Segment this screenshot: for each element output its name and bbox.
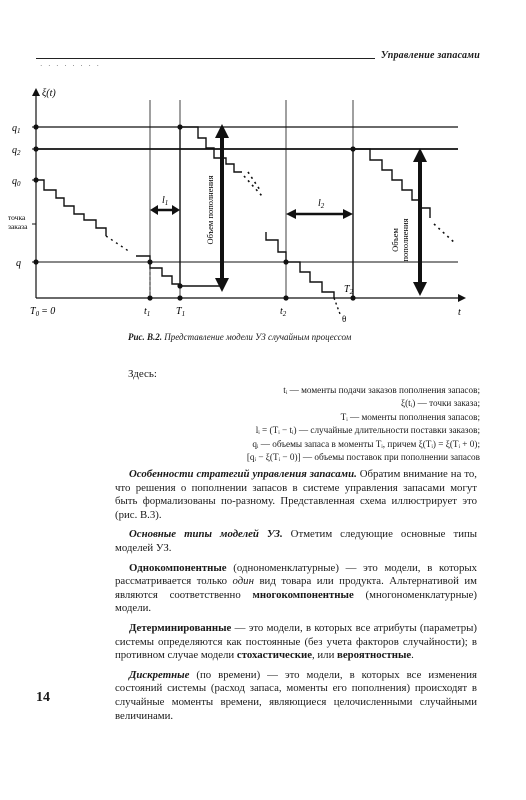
stock-level-dotted-1 <box>106 236 130 252</box>
figure-caption <box>128 332 351 342</box>
paragraph: Основные типы моделей УЗ. Отметим следующие основные типы моделей УЗ. <box>115 528 478 554</box>
stock-process-figure <box>0 0 526 340</box>
legend-item: Tᵢ — моменты пополнения запасов; <box>340 411 480 422</box>
running-header: Управление запасами <box>375 50 480 61</box>
theta-label: θ <box>342 314 347 324</box>
figure-number: Рис. В.2. <box>128 332 163 342</box>
order-point-label-1: точка <box>8 213 26 222</box>
body-text <box>115 468 477 729</box>
order-point-label-2: заказа <box>8 222 28 231</box>
stock-level-dotted-4 <box>434 224 456 244</box>
label-q2: $q_2$ <box>12 145 21 157</box>
paragraph: Детерминированные — это модели, в которых все атрибуты (параметры) системы определяются как постоянные (без учета факторов случайности); в противном случае модели стохастические, или вероятностные. <box>115 621 477 662</box>
paragraph: Особенности стратегий управления запасами. Обратим внимание на то, что решения о пополнении запасов в системе управления запасами могут быть формализованы по-разному. Представленная схема иллюстрирует это (рис. В.3). <box>115 468 478 521</box>
paragraph: Однокомпонентные (однономенклатурные) — это модели, в которых рассматривается только один вид товара или продукта. Альтернативой им являются соответственно многокомпонентные (многономенклатурные) модели. <box>115 561 477 615</box>
volume-label-2b: пополнения <box>400 218 410 262</box>
label-T2: $T_2$ <box>344 284 354 296</box>
stock-level-segment-4 <box>266 232 334 298</box>
figure-caption-text: Представление модели УЗ случайным процессом <box>164 332 352 342</box>
stock-level-segment-1 <box>36 180 106 236</box>
paragraph: Дискретные (по времени) — это модели, в которых все изменения состояний системы (расход запаса, моменты его пополнения) происходят в случайные моменты времени, являющиеся целочисленными случайными величинами. <box>115 668 477 722</box>
label-q1: $q_1$ <box>12 123 21 135</box>
stock-level-dotted-2 <box>244 176 262 196</box>
y-axis-label: ξ(t) <box>42 88 56 99</box>
volume-label-2a: Объем <box>390 228 400 252</box>
volume-label-1: Объем пополнения <box>205 175 215 245</box>
legend-item: ξ(tᵢ) — точки заказа; <box>401 398 480 409</box>
legend-item: lᵢ = (Tᵢ − tᵢ) — случайные длительности поставки заказов; <box>255 425 480 436</box>
legend-item: qᵢ — объемы запаса в моменты Tᵢ, причем ξ(Tᵢ) = ξ(Tᵢ + 0); <box>252 438 480 449</box>
label-q: q <box>16 258 21 269</box>
label-t1: $t_1$ <box>144 306 151 318</box>
legend-item: tᵢ — моменты подачи заказов пополнения запасов; <box>283 385 480 395</box>
label-t2: $t_2$ <box>280 306 287 318</box>
legend-item: [qᵢ − ξ(Tᵢ − 0)] — объемы поставок при пополнении запасов <box>246 452 480 463</box>
label-T1: $T_1$ <box>176 306 186 318</box>
page-number: 14 <box>36 690 50 705</box>
x-axis-label: t <box>458 307 461 318</box>
legend-list <box>80 384 480 464</box>
stock-level-dotted-3 <box>334 298 340 314</box>
header-mark: · · · · · · · · <box>40 62 101 70</box>
interval-label-1: $l_1$ <box>162 195 169 207</box>
legend-title: Здесь: <box>128 368 157 380</box>
stock-level-dotted-5 <box>248 172 260 190</box>
label-q0: $q_0$ <box>12 176 21 188</box>
interval-label-2: $l_2$ <box>318 198 325 210</box>
label-T0: $T_0 = 0$ <box>30 306 56 318</box>
